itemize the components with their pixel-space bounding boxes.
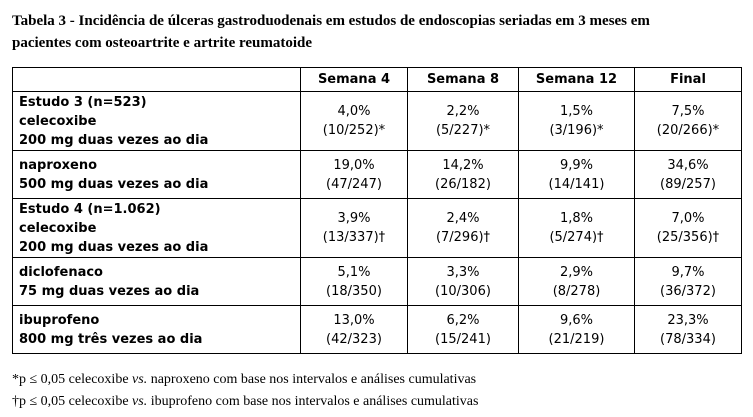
cell-fraction: (26/182) <box>435 176 491 192</box>
footnote-vs: vs. <box>132 372 148 387</box>
cell-fraction: (78/334) <box>660 331 716 347</box>
footnote-text: *p ≤ 0,05 celecoxibe <box>12 372 133 387</box>
cell-percent: 2,4% <box>446 211 480 226</box>
footnote-text: naproxeno com base nos intervalos e análises cumulativas <box>147 372 477 387</box>
table-cell <box>519 258 635 306</box>
drug-name: celecoxibe <box>19 220 97 236</box>
table-cell <box>635 199 742 258</box>
footnote-naproxeno <box>12 371 476 389</box>
cell-percent: 2,9% <box>559 264 594 280</box>
cell-percent: 13,0% <box>333 312 375 328</box>
cell-percent: 5,1% <box>337 264 371 280</box>
cell-fraction: (36/372) <box>660 283 716 299</box>
footnote-text: ibuprofeno com base nos intervalos e análises cumulativas <box>147 394 479 409</box>
table-cell <box>301 199 408 258</box>
caption-line-2: pacientes com osteoartrite e artrite reumatoide <box>12 35 313 51</box>
table-cell <box>635 92 742 151</box>
cell-percent: 34,6% <box>667 157 709 173</box>
cell-fraction: (10/252)* <box>322 123 386 138</box>
cell-fraction: (10/306) <box>435 283 491 299</box>
study-name: Estudo 4 (n=1.062) <box>19 201 161 217</box>
header-semana-12: Semana 12 <box>519 68 635 92</box>
header-final: Final <box>635 68 742 92</box>
table-cell <box>301 92 408 151</box>
table-row <box>13 258 742 306</box>
table-row <box>13 92 742 151</box>
cell-percent: 19,0% <box>333 157 375 173</box>
table-cell <box>408 258 519 306</box>
cell-percent: 2,2% <box>446 104 480 119</box>
drug-name: ibuprofeno <box>19 312 100 328</box>
cell-percent: 4,0% <box>337 104 371 119</box>
table-row <box>13 199 742 258</box>
drug-dose: 200 mg duas vezes ao dia <box>19 239 209 255</box>
cell-fraction: (25/356)† <box>656 230 720 245</box>
cell-fraction: (15/241) <box>435 331 491 347</box>
drug-dose: 200 mg duas vezes ao dia <box>19 132 209 148</box>
row-label <box>13 199 301 258</box>
footnote-ibuprofeno <box>12 393 478 411</box>
table-cell <box>408 306 519 354</box>
cell-percent: 7,5% <box>671 104 705 119</box>
cell-percent: 23,3% <box>667 312 709 328</box>
footnote-vs: vs. <box>132 394 148 409</box>
ulcer-incidence-table <box>12 67 742 354</box>
table-row <box>13 306 742 354</box>
cell-percent: 1,8% <box>559 211 594 226</box>
table-cell <box>519 306 635 354</box>
cell-fraction: (13/337)† <box>322 230 386 245</box>
cell-fraction: (8/278) <box>552 283 601 299</box>
table-cell <box>408 151 519 199</box>
cell-percent: 14,2% <box>442 157 484 173</box>
drug-dose: 75 mg duas vezes ao dia <box>19 283 200 299</box>
table-cell <box>408 199 519 258</box>
cell-percent: 3,3% <box>446 264 480 280</box>
header-semana-8: Semana 8 <box>408 68 519 92</box>
cell-fraction: (21/219) <box>548 331 605 347</box>
row-label <box>13 306 301 354</box>
study-name: Estudo 3 (n=523) <box>19 94 147 110</box>
table-cell <box>635 258 742 306</box>
header-semana-4: Semana 4 <box>301 68 408 92</box>
table-cell <box>301 306 408 354</box>
drug-name: celecoxibe <box>19 113 97 129</box>
cell-percent: 9,6% <box>559 312 594 328</box>
cell-fraction: (5/227)* <box>435 123 491 138</box>
cell-percent: 1,5% <box>559 104 594 119</box>
cell-fraction: (18/350) <box>326 283 382 299</box>
cell-percent: 9,9% <box>559 157 594 173</box>
row-label <box>13 258 301 306</box>
row-label <box>13 92 301 151</box>
cell-fraction: (7/296)† <box>435 230 491 245</box>
header-empty-cell <box>13 68 301 92</box>
table-row <box>13 151 742 199</box>
cell-fraction: (89/257) <box>660 176 716 192</box>
cell-percent: 9,7% <box>671 264 705 280</box>
drug-dose: 500 mg duas vezes ao dia <box>19 176 209 192</box>
table-cell <box>301 258 408 306</box>
table-cell <box>635 151 742 199</box>
cell-percent: 6,2% <box>446 312 480 328</box>
table-cell <box>408 92 519 151</box>
cell-fraction: (20/266)* <box>656 123 720 138</box>
drug-dose: 800 mg três vezes ao dia <box>19 331 203 347</box>
drug-name: naproxeno <box>19 157 98 173</box>
cell-fraction: (5/274)† <box>549 230 604 245</box>
footnote-text: †p ≤ 0,05 celecoxibe <box>12 394 133 409</box>
table-header-row <box>13 68 742 92</box>
cell-fraction: (3/196)* <box>549 123 604 138</box>
table-caption <box>12 10 742 54</box>
table-cell <box>301 151 408 199</box>
table-cell <box>519 199 635 258</box>
row-label <box>13 151 301 199</box>
cell-fraction: (42/323) <box>326 331 382 347</box>
caption-line-1: Tabela 3 - Incidência de úlceras gastroduodenais em estudos de endoscopias seriadas em 3 meses em <box>12 13 650 29</box>
cell-percent: 3,9% <box>337 211 371 226</box>
drug-name: diclofenaco <box>19 264 103 280</box>
cell-fraction: (47/247) <box>326 176 382 192</box>
table-cell <box>635 306 742 354</box>
table-cell <box>519 92 635 151</box>
cell-percent: 7,0% <box>671 211 705 226</box>
cell-fraction: (14/141) <box>548 176 605 192</box>
table-cell <box>519 151 635 199</box>
